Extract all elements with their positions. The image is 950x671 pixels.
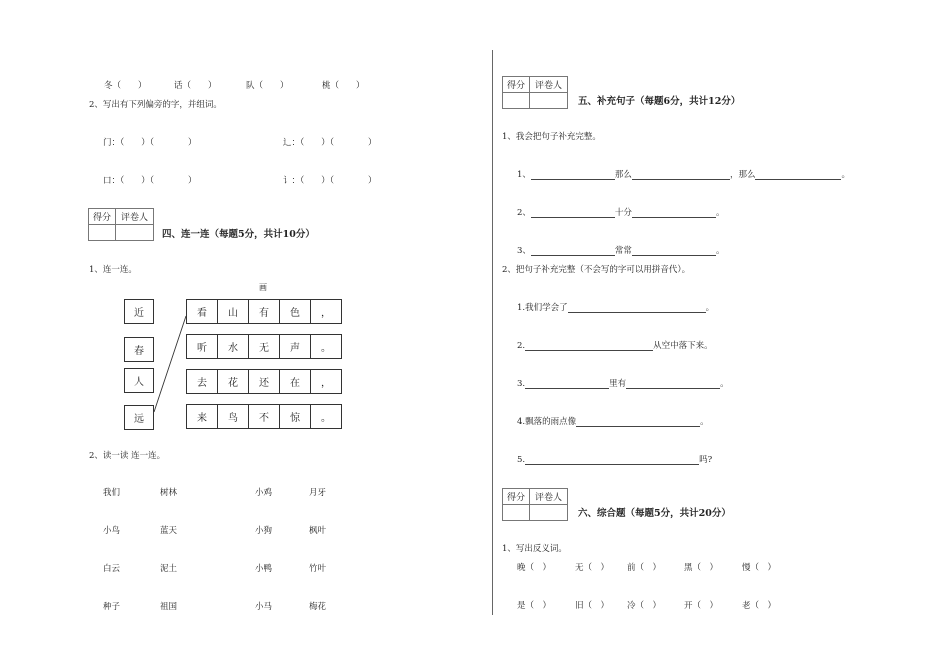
antonym: 冷（ ） bbox=[627, 601, 662, 611]
pinyin-item: 队（ ） bbox=[246, 81, 289, 91]
s6-question-1: 1、写出反义词。 bbox=[502, 544, 567, 554]
radical-yan: 讠：（ ）（ ） bbox=[283, 176, 377, 186]
word: 小鸡 bbox=[255, 488, 273, 498]
pinyin-item: 桃（ ） bbox=[322, 81, 365, 91]
grid-cell: 不 bbox=[248, 405, 279, 428]
word: 月牙 bbox=[309, 488, 327, 498]
word: 祖国 bbox=[160, 602, 178, 612]
antonym: 老（ ） bbox=[742, 601, 777, 611]
grid-cell: 山 bbox=[217, 300, 248, 323]
pinyin-item: 话（ ） bbox=[174, 81, 217, 91]
word: 蓝天 bbox=[160, 526, 178, 536]
question-2-title: 2、写出有下列偏旁的字，并组词。 bbox=[89, 100, 222, 110]
fill-sentence-2: 2、 十分 。 bbox=[517, 208, 725, 218]
section-4-title: 四、连一连（每题5分，共计10分） bbox=[162, 229, 315, 240]
word: 种子 bbox=[103, 602, 121, 612]
grid-cell: 花 bbox=[217, 370, 248, 393]
antonym: 旧（ ） bbox=[575, 601, 610, 611]
grid-cell: 在 bbox=[279, 370, 310, 393]
radical-chuo: 辶：（ ）（ ） bbox=[283, 138, 377, 148]
antonym: 前（ ） bbox=[627, 563, 662, 573]
grid-cell: ， bbox=[310, 370, 341, 393]
word: 泥土 bbox=[160, 564, 178, 574]
word: 白云 bbox=[103, 564, 121, 574]
grid-cell: 鸟 bbox=[217, 405, 248, 428]
word: 我们 bbox=[103, 488, 121, 498]
fill-sentence-3: 3、 常常 。 bbox=[517, 246, 725, 256]
section-6-title: 六、综合题（每题5分，共计20分） bbox=[578, 508, 731, 519]
fill-sentence-1: 1、 那么 ，那么 。 bbox=[517, 170, 850, 180]
match-left-box: 近 bbox=[124, 299, 154, 324]
antonym: 晚（ ） bbox=[517, 563, 552, 573]
grid-cell: 。 bbox=[310, 335, 341, 358]
word: 竹叶 bbox=[309, 564, 327, 574]
antonym: 黑（ ） bbox=[684, 563, 719, 573]
complete-sentence-1: 1.我们学会了 。 bbox=[517, 303, 715, 313]
grid-cell: 来 bbox=[197, 413, 207, 424]
word: 小马 bbox=[255, 602, 273, 612]
complete-sentence-4: 4.飘落的雨点像 。 bbox=[517, 417, 709, 427]
s5-question-1: 1、我会把句子补充完整。 bbox=[502, 132, 601, 142]
grid-cell: 还 bbox=[248, 370, 279, 393]
word: 小鸟 bbox=[103, 526, 121, 536]
complete-sentence-5: 5. 吗? bbox=[517, 455, 713, 465]
s4-question-2: 2、读一读 连一连。 bbox=[89, 451, 166, 461]
match-left-box: 春 bbox=[124, 337, 154, 362]
grid-cell: 声 bbox=[279, 335, 310, 358]
score-box: 得分 评卷人 bbox=[502, 488, 568, 521]
grid-cell: 。 bbox=[310, 405, 341, 428]
grid-cell: 听 bbox=[197, 343, 207, 354]
section-5-title: 五、补充句子（每题6分，共计12分） bbox=[578, 96, 741, 107]
antonym: 是（ ） bbox=[517, 601, 552, 611]
s5-question-2: 2、把句子补充完整（不会写的字可以用拼音代）。 bbox=[502, 265, 691, 275]
match-left-box: 人 bbox=[124, 368, 154, 393]
radical-kou: 口：（ ）（ ） bbox=[103, 176, 197, 186]
grid-cell: 色 bbox=[279, 300, 310, 323]
pinyin-item: 冬（ ） bbox=[104, 81, 147, 91]
s4-question-1: 1、连一连。 bbox=[89, 265, 137, 275]
radical-men: 门：（ ）（ ） bbox=[103, 138, 197, 148]
antonym: 无（ ） bbox=[575, 563, 610, 573]
grid-cell: 无 bbox=[248, 335, 279, 358]
word: 树林 bbox=[160, 488, 178, 498]
grid-cell: 看 bbox=[197, 308, 207, 319]
complete-sentence-2: 2. 从空中落下来。 bbox=[517, 341, 713, 351]
word: 小鸭 bbox=[255, 564, 273, 574]
score-box: 得分 评卷人 bbox=[88, 208, 154, 241]
complete-sentence-3: 3. 里有 。 bbox=[517, 379, 729, 389]
grid-cell: 有 bbox=[248, 300, 279, 323]
antonym: 开（ ） bbox=[684, 601, 719, 611]
grid-cell: 去 bbox=[197, 378, 207, 389]
match-left-box: 远 bbox=[124, 405, 154, 430]
antonym: 慢（ ） bbox=[742, 563, 777, 573]
grid-cell: 水 bbox=[217, 335, 248, 358]
picture-label: 画 bbox=[259, 283, 267, 292]
word: 梅花 bbox=[309, 602, 327, 612]
word: 小狗 bbox=[255, 526, 273, 536]
word: 枫叶 bbox=[309, 526, 327, 536]
grid-cell: ， bbox=[310, 300, 341, 323]
grid-cell: 惊 bbox=[279, 405, 310, 428]
score-box: 得分 评卷人 bbox=[502, 76, 568, 109]
